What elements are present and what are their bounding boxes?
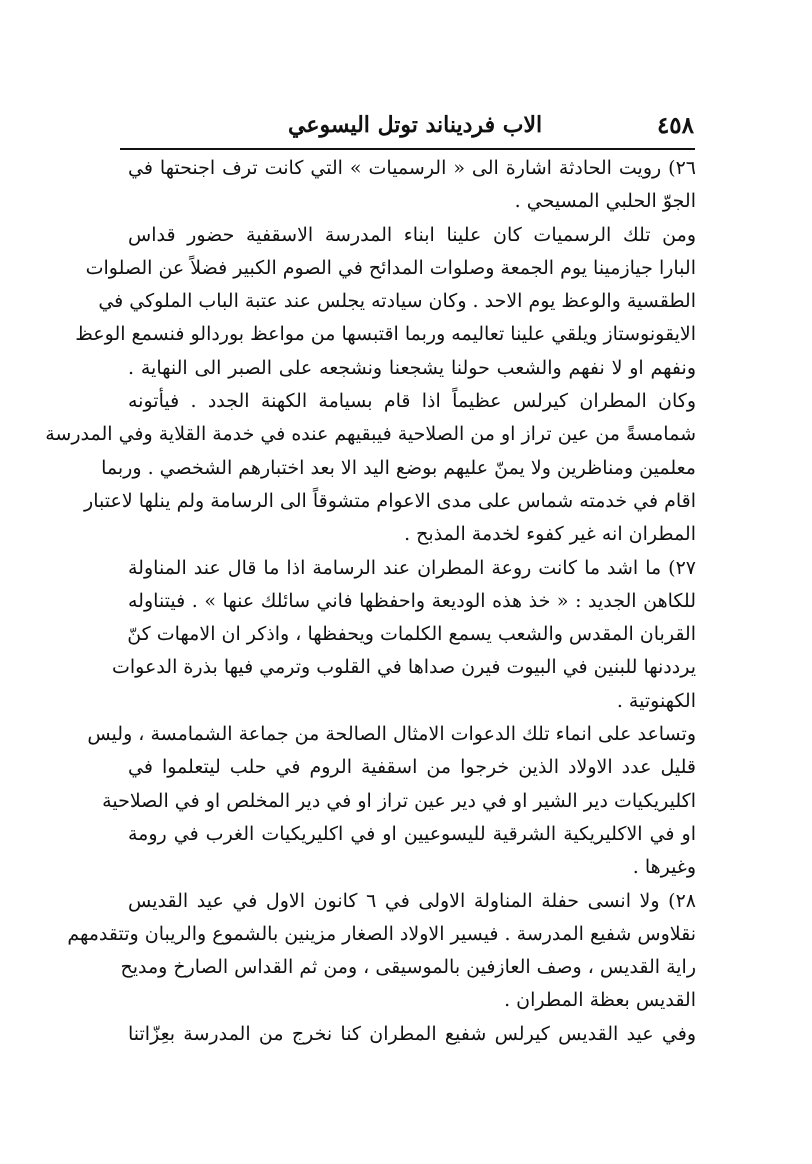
text-line: القديس بعظة المطران . [504,989,696,1012]
text-line: ٢٧) ما اشد ما كانت روعة المطران عند الرسامة اذا ما قال عند المناولة [128,556,696,579]
text-line: معلمين ومناظرين ولا يمنّ عليهم بوضع اليد الا بعد اختبارهم الشخصي . وربما [101,456,696,479]
text-line: ونفهم او لا نفهم والشعب حولنا يشجعنا ونشجعه على الصبر الى النهاية . [128,356,696,379]
text-line: الطقسية والوعظ يوم الاحد . وكان سيادته يجلس عند عتبة الباب الملوكي في [98,290,696,313]
text-line: وكان المطران كيرلس عظيماً اذا قام بسيامة الكهنة الجدد . فيأتونه [128,390,696,413]
text-line: ومن تلك الرسميات كان علينا ابناء المدرسة الاسقفية حضور قداس [128,223,696,246]
text-line: يرددنها للبنين في البيوت فيرن صداها في القلوب وترمي فيها بذرة الدعوات [112,656,696,679]
text-line: وفي عيد القديس كيرلس شفيع المطران كنا نخرج من المدرسة بعِزّاتنا [128,1022,696,1045]
running-title: الاب فرديناند توتل اليسوعي [288,112,543,138]
header-rule [120,148,695,150]
text-line: وتساعد على انماء تلك الدعوات الامثال الصالحة من جماعة الشمامسة ، وليس [87,723,696,746]
text-line: او في الاكليريكية الشرقية لليسوعيين او في اكليريكيات الغرب في رومة [128,822,696,845]
text-line: اقام في خدمته شماس على مدى الاعوام متشوقاً الى الرسامة ولم ينلها لاعتبار [84,489,696,512]
body-text [45,152,696,1051]
text-line: اكليريكيات دير الشير او في دير عين تراز او في دير المخلص او في الصلاحية [102,789,696,812]
text-line: راية القديس ، وصف العازفين بالموسيقى ، ومن ثم القداس الصارخ ومديح [120,956,696,979]
text-line: شمامسةً من عين تراز او من الصلاحية فيبقيهم عنده في خدمة القلاية وفي المدرسة [45,423,696,446]
page-header [118,104,694,148]
page-number: ٤٥٨ [656,112,694,139]
text-line: للكاهن الجديد : « خذ هذه الوديعة واحفظها فاني سائلك عنها » . فيتناوله [128,589,696,612]
text-line: البارا جيازمينا يوم الجمعة وصلوات المدائح في الصوم الكبير فضلاً عن الصلوات [85,256,696,279]
text-line: المطران انه غير كفوء لخدمة المذبح . [404,523,696,546]
text-line: نقلاوس شفيع المدرسة . فيسير الاولاد الصغار مزينين بالشموع والريبان وتتقدمهم [67,922,696,945]
text-line: الكهنوتية . [616,689,696,712]
text-line: وغيرها . [632,856,696,879]
text-line: الجوّ الحلبي المسيحي . [514,190,696,213]
text-line: قليل عدد الاولاد الذين خرجوا من اسقفية الروم في حلب ليتعلموا في [128,756,696,779]
text-line: الايقونوستاز ويلقي علينا تعاليمه وربما اقتبسها من مواعظ بوردالو فنسمع الوعظ [75,323,696,346]
text-line: القربان المقدس والشعب يسمع الكلمات ويحفظها ، واذكر ان الامهات كنّ [127,623,696,646]
text-line: ٢٨) ولا انسى حفلة المناولة الاولى في ٦ كانون الاول في عيد القديس [128,889,696,912]
text-line: ٢٦) رويت الحادثة اشارة الى « الرسميات » التي كانت ترف اجنحتها في [128,157,696,179]
